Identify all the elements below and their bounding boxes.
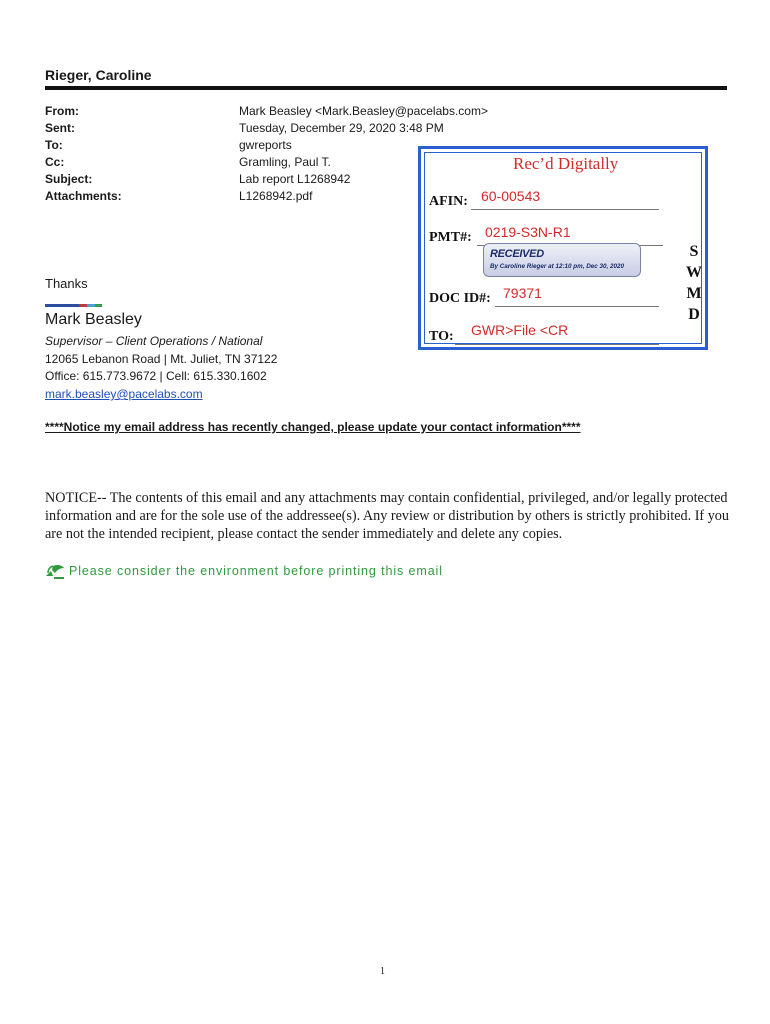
stamp-docid-value: 79371 [503,285,542,301]
page-number: 1 [380,966,385,977]
to-value: gwreports [239,138,292,152]
stamp-to-line [455,344,659,345]
from-label: From: [45,104,79,118]
legal-notice: NOTICE-- The contents of this email and any attachments may contain confidential, privileged, and/or legally protected information and are for the sole use of the addressee(s). Any review or distribution by others is strictly prohibited. If you are not the intended recipient, please contact the sender immediately and delete any copies. [45,490,729,543]
received-stamp [418,146,708,350]
environment-note [45,562,443,580]
signature-bar-segment [95,304,102,307]
signature-bar-segment [45,304,65,307]
to-label: To: [45,138,63,152]
stamp-side-letters [685,241,703,325]
attachment-link[interactable]: L1268942.pdf [239,189,313,203]
stamp-docid-label: DOC ID#: [429,291,491,306]
signature-title: Supervisor – Client Operations / National [45,334,263,348]
side-letter-w: W [686,264,702,281]
contact-change-notice: ****Notice my email address has recently changed, please update your contact information**** [45,420,581,434]
stamp-pmt-value: 0219-S3N-R1 [485,224,571,240]
stamp-pmt-label: PMT#: [429,230,472,245]
attachments-label: Attachments: [45,189,122,203]
cc-value: Gramling, Paul T. [239,155,331,169]
side-letter-d: D [688,306,700,323]
subject-value: Lab report L1268942 [239,172,351,186]
signature-bar-segment [87,304,95,307]
side-letter-m: M [686,285,702,302]
signature-bar-segment [65,304,79,307]
subject-label: Subject: [45,172,93,186]
sent-label: Sent: [45,121,75,135]
header-rule [45,86,727,90]
signature-address: 12065 Lebanon Road | Mt. Juliet, TN 37122 [45,352,278,366]
received-badge-subtitle: By Caroline Rieger at 12:10 pm, Dec 30, 2020 [490,263,625,270]
signature-email-link[interactable]: mark.beasley@pacelabs.com [45,387,203,401]
received-badge [483,243,641,277]
recycle-leaf-icon [45,562,65,580]
stamp-to-value: GWR>File <CR [471,322,569,338]
stamp-afin-line [471,209,659,210]
thanks-text: Thanks [45,276,88,291]
side-letter-s: S [689,243,699,260]
owner-name: Rieger, Caroline [45,67,152,83]
environment-text: Please consider the environment before printing this email [69,564,443,578]
signature-bar-segment [79,304,87,307]
stamp-afin-label: AFIN: [429,194,468,209]
signature-color-bar [45,304,102,307]
cc-label: Cc: [45,155,65,169]
signature-phones: Office: 615.773.9672 | Cell: 615.330.1602 [45,369,267,383]
stamp-docid-line [495,306,659,307]
stamp-title: Rec’d Digitally [513,154,619,173]
from-value: Mark Beasley <Mark.Beasley@pacelabs.com> [239,104,488,118]
received-badge-title: RECEIVED [490,248,544,260]
sent-value: Tuesday, December 29, 2020 3:48 PM [239,121,444,135]
stamp-to-label: TO: [429,329,454,344]
stamp-afin-value: 60-00543 [481,188,541,204]
signature-name: Mark Beasley [45,311,142,328]
